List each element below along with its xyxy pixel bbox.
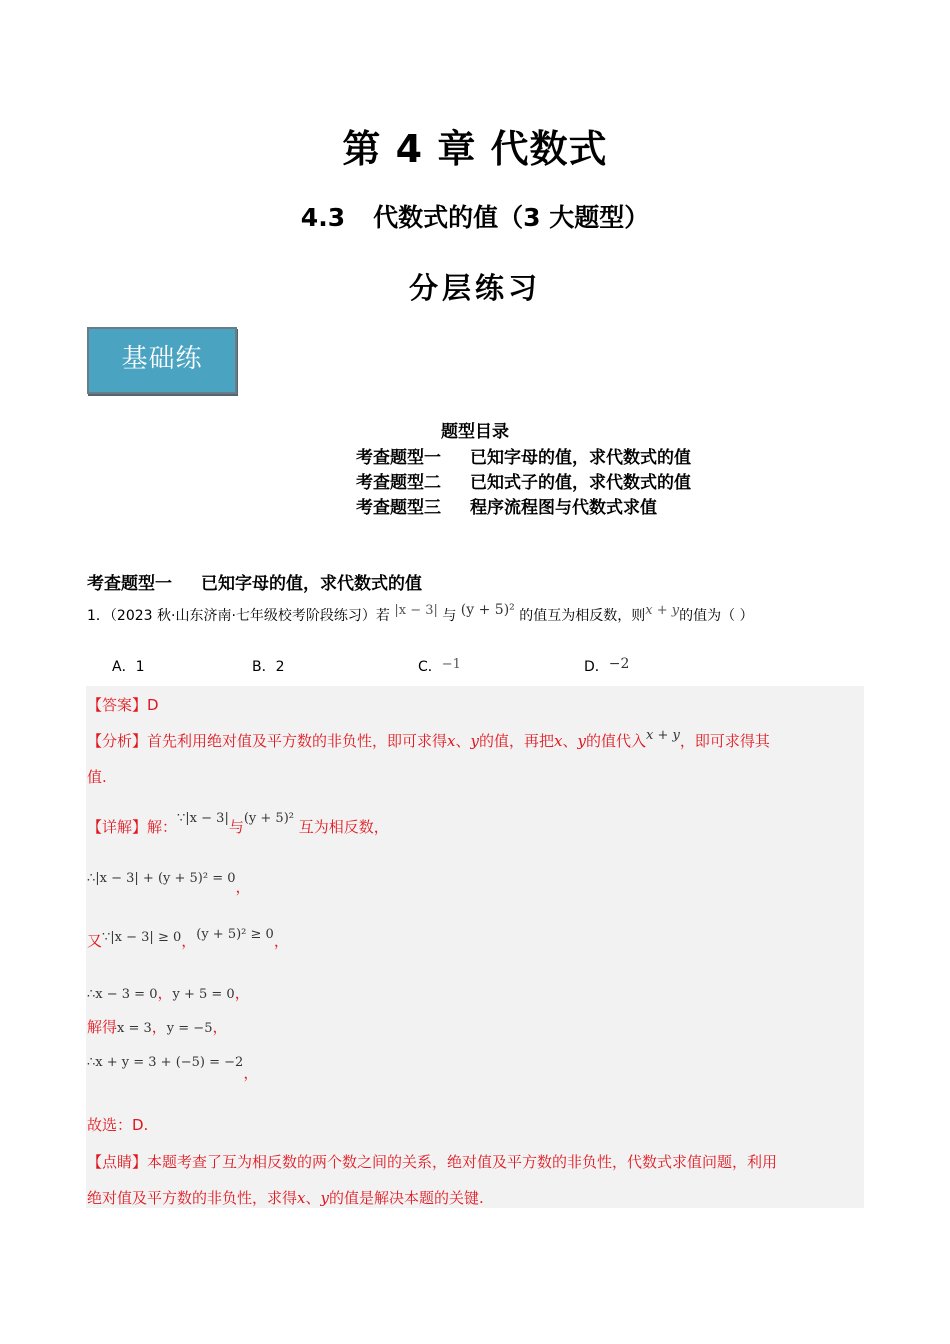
toc-item-text: 已知字母的值，求代数式的值 [470,448,691,468]
detail-text: 互为相反数， [298,818,389,836]
separator: 、 [305,1189,321,1207]
separator: 、 [562,732,578,750]
detail-line-4 [87,982,250,1003]
option-value: −2 [608,656,630,672]
comma: ， [181,932,197,950]
answer-value: D [147,696,159,714]
detail-math: ∵|x − 3| ≥ 0 [102,930,182,945]
toc-item [356,493,657,518]
detail-lead: 解： [147,818,178,836]
comment-line-1 [87,1151,777,1172]
section-heading-text: 已知字母的值，求代数式的值 [201,574,422,594]
section-subtitle [0,198,950,234]
analysis-expr: x + y [646,728,680,743]
detail-math: ∴x − 3 = 0 [87,987,158,1002]
analysis-text: 的值代入 [585,732,646,750]
detail-line-1 [87,811,389,837]
toc-item-text: 已知式子的值，求代数式的值 [470,473,691,493]
detail-lead: 又 [87,932,103,950]
toc-item-text: 程序流程图与代数式求值 [470,498,657,518]
comma: ， [243,1064,259,1082]
subtitle-number: 4.3 [300,203,346,232]
var-y: y [320,1189,329,1207]
comment-text: 绝对值及平方数的非负性，求得 [87,1189,298,1207]
analysis-text: 的值，再把 [479,732,555,750]
toc-heading: 题型目录 [441,422,509,442]
detail-math: ∴|x − 3| + (y + 5)² = 0 [87,871,236,886]
analysis-text: ，即可求得其 [679,732,770,750]
question-join: 与 [442,608,457,624]
chapter-title: 第 4 章 代数式 [342,127,608,171]
var-x: x [297,1189,306,1207]
detail-math: y + 5 = 0 [172,987,235,1002]
detail-tag: 【详解】 [87,818,148,836]
comment-text: 本题考查了互为相反数的两个数之间的关系，绝对值及平方数的非负性，代数式求值问题，利用 [147,1153,778,1171]
comment-line-2 [87,1187,484,1208]
layer-heading: 分层练习 [408,271,541,305]
var-x: x [447,732,456,750]
option-b[interactable] [252,656,285,676]
option-a[interactable] [112,656,145,676]
comma: ， [273,932,289,950]
detail-math: y = −5 [166,1021,213,1036]
answer-tag: 【答案】 [87,696,148,714]
question-number: 1． [87,608,110,624]
comma: ， [234,984,250,1002]
analysis-line-2: 值. [87,768,107,786]
comma: ， [235,878,251,896]
question-line [87,602,754,625]
option-label: A． [112,659,136,675]
question-middle: 的值互为相反数，则 [519,608,646,624]
question-expr-sum: x + y [645,603,680,618]
comma: ， [157,984,173,1002]
detail-line-5 [87,1016,227,1037]
var-y: y [470,732,479,750]
option-label: C． [418,659,442,675]
toc-item [356,443,691,468]
detail-math: x = 3 [117,1021,152,1036]
question-expr-abs: |x − 3| [394,603,438,618]
detail-math: ∴x + y = 3 + (−5) = −2 [87,1055,244,1070]
option-value: −1 [441,657,461,672]
var-y: y [577,732,586,750]
detail-join: 与 [228,818,244,836]
analysis-tag: 【分析】 [87,732,148,750]
question-expr-square: (y + 5)² [460,602,515,618]
toc-item [356,468,691,493]
toc-item-name: 考查题型二 [356,473,441,493]
choose-line: 故选：D. [87,1116,149,1134]
detail-line-6 [87,1050,259,1082]
answer-line [87,694,159,715]
analysis-text: 首先利用绝对值及平方数的非负性，即可求得 [147,732,448,750]
var-x: x [554,732,563,750]
option-value: 1 [135,659,145,675]
detail-math: (y + 5)² [243,811,294,826]
basic-practice-badge: 基础练 [87,327,237,394]
section-heading [87,569,422,594]
comma: ， [151,1018,167,1036]
option-label: D． [584,659,609,675]
question-source: （2023 秋·山东济南·七年级校考阶段练习）若 [109,608,390,624]
analysis-line [87,730,770,751]
detail-lead: 解得 [87,1018,118,1036]
detail-math: (y + 5)² ≥ 0 [196,927,274,942]
comment-text: 的值是解决本题的关键. [328,1189,484,1207]
option-d[interactable] [584,656,629,676]
comment-tag: 【点睛】 [87,1153,148,1171]
option-value: 2 [275,659,285,675]
section-heading-name: 考查题型一 [87,574,172,594]
option-c[interactable] [418,656,461,676]
subtitle-text: 代数式的值（3 大题型） [373,203,650,232]
detail-math: ∵|x − 3| [177,811,229,826]
detail-line-2 [87,866,251,896]
toc-item-name: 考查题型三 [356,498,441,518]
separator: 、 [455,732,471,750]
option-label: B． [252,659,276,675]
question-end: 的值为（ ） [679,608,754,624]
detail-line-3 [87,927,289,951]
comma: ， [212,1018,228,1036]
toc-item-name: 考查题型一 [356,448,441,468]
